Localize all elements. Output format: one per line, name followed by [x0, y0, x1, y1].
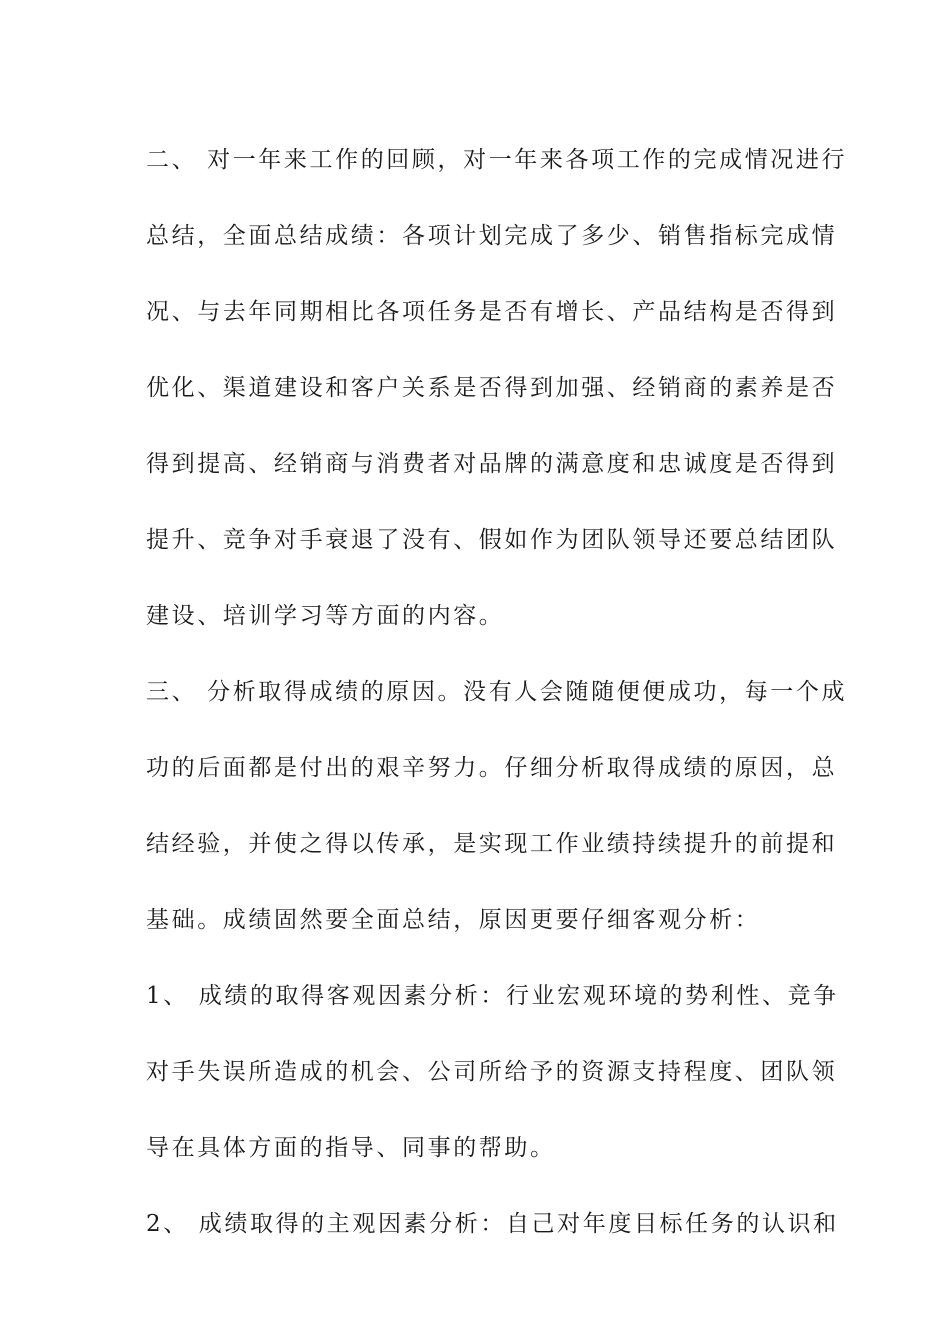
text-line: 三、 分析取得成绩的原因。没有人会随随便便成功，每一个成: [146, 679, 848, 705]
text-line: 总结，全面总结成绩：各项计划完成了多少、销售指标完成情: [146, 223, 838, 249]
text-line: 1、 成绩的取得客观因素分析：行业宏观环境的势利性、竞争: [146, 983, 839, 1009]
text-line: 基础。成绩固然要全面总结，原因更要仔细客观分析：: [146, 907, 761, 933]
text-line: 得到提高、经销商与消费者对品牌的满意度和忠诚度是否得到: [146, 451, 838, 477]
text-line: 结经验，并使之得以传承，是实现工作业绩持续提升的前提和: [146, 831, 838, 857]
text-line: 功的后面都是付出的艰辛努力。仔细分析取得成绩的原因，总: [146, 755, 838, 781]
text-line: 提升、竞争对手衰退了没有、假如作为团队领导还要总结团队: [146, 527, 838, 553]
text-line: 优化、渠道建设和客户关系是否得到加强、经销商的素养是否: [146, 375, 838, 401]
text-line: 导在具体方面的指导、同事的帮助。: [146, 1135, 556, 1161]
text-line: 况、与去年同期相比各项任务是否有增长、产品结构是否得到: [146, 299, 838, 325]
text-line: 对手失误所造成的机会、公司所给予的资源支持程度、团队领: [146, 1059, 838, 1085]
text-line: 2、 成绩取得的主观因素分析：自己对年度目标任务的认识和: [146, 1211, 839, 1237]
document-body: [146, 122, 848, 1262]
text-line: 二、 对一年来工作的回顾，对一年来各项工作的完成情况进行: [146, 147, 848, 173]
text-line: 建设、培训学习等方面的内容。: [146, 603, 505, 629]
